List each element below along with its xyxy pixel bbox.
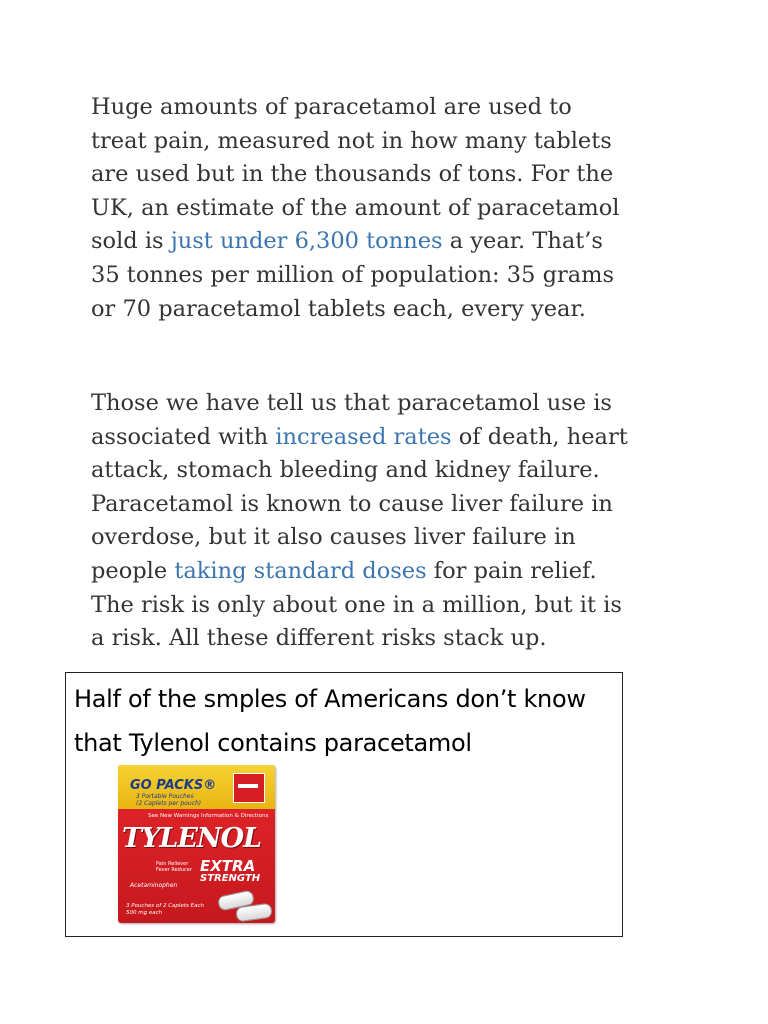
package-extra: EXTRA — [200, 857, 256, 875]
package-go-packs: GO PACKS® — [130, 778, 217, 793]
package-pouches: 3 Portable Pouches — [136, 793, 194, 800]
callout-line: that Tylenol contains paracetamol — [74, 729, 472, 757]
paragraph-paracetamol-usage — [91, 91, 691, 326]
package-warning: See New Warnings Information & Directions — [148, 813, 269, 819]
text-fragment: a year. That’s — [442, 228, 603, 255]
link-tonnes-sold[interactable]: just under 6,300 tonnes — [170, 228, 443, 255]
tylenol-package-image — [118, 765, 275, 923]
package-pouch-info — [136, 793, 201, 807]
text-line — [91, 225, 691, 259]
text-fragment: for pain relief. — [426, 557, 597, 584]
text-fragment: sold is — [91, 228, 171, 255]
text-line: are used but in the thousands of tons. For the — [91, 161, 614, 188]
package-strength: STRENGTH — [200, 873, 261, 884]
package-contents — [126, 903, 204, 917]
text-fragment: people — [91, 557, 175, 584]
callout-text — [74, 677, 616, 765]
package-dose: 500 mg each — [126, 910, 163, 916]
package-fever-reducer: Fever Reducer — [156, 867, 192, 873]
paragraph-paracetamol-risks — [91, 387, 691, 656]
link-standard-doses[interactable]: taking standard doses — [174, 557, 427, 584]
text-line: Paracetamol is known to cause liver failure in — [91, 490, 613, 517]
text-line: 35 tonnes per million of population: 35 grams — [91, 261, 615, 288]
package-contents-count: 3 Pouches of 2 Caplets Each — [126, 903, 204, 909]
package-acetaminophen: Acetaminophen — [130, 882, 178, 889]
text-line: or 70 paracetamol tablets each, every year. — [91, 295, 586, 322]
text-fragment: associated with — [91, 423, 276, 450]
callout-box — [65, 672, 623, 937]
text-line: attack, stomach bleeding and kidney failure. — [91, 457, 600, 484]
package-per-pouch: (2 Caplets per pouch) — [136, 800, 202, 807]
text-line: Those we have tell us that paracetamol use is — [91, 390, 612, 416]
package-mini-logo — [233, 773, 265, 803]
text-line: UK, an estimate of the amount of paracetamol — [91, 194, 620, 221]
text-line: a risk. All these different risks stack up. — [91, 625, 547, 652]
text-line — [91, 555, 691, 589]
text-line: The risk is only about one in a million, but it is — [91, 591, 622, 618]
text-line: overdose, but it also causes liver failure in — [91, 524, 576, 551]
text-line: Huge amounts of paracetamol are used to — [91, 94, 572, 120]
text-line: treat pain, measured not in how many tablets — [91, 127, 612, 154]
callout-line: Half of the smples of Americans don’t know — [74, 685, 586, 713]
package-pain-reliever: Pain Reliever — [156, 861, 189, 867]
package-relief-info — [156, 861, 192, 873]
package-brand: TYLENOL — [122, 823, 262, 854]
text-fragment: of death, heart — [451, 423, 628, 450]
text-line — [91, 421, 691, 455]
link-increased-rates[interactable]: increased rates — [275, 423, 452, 450]
